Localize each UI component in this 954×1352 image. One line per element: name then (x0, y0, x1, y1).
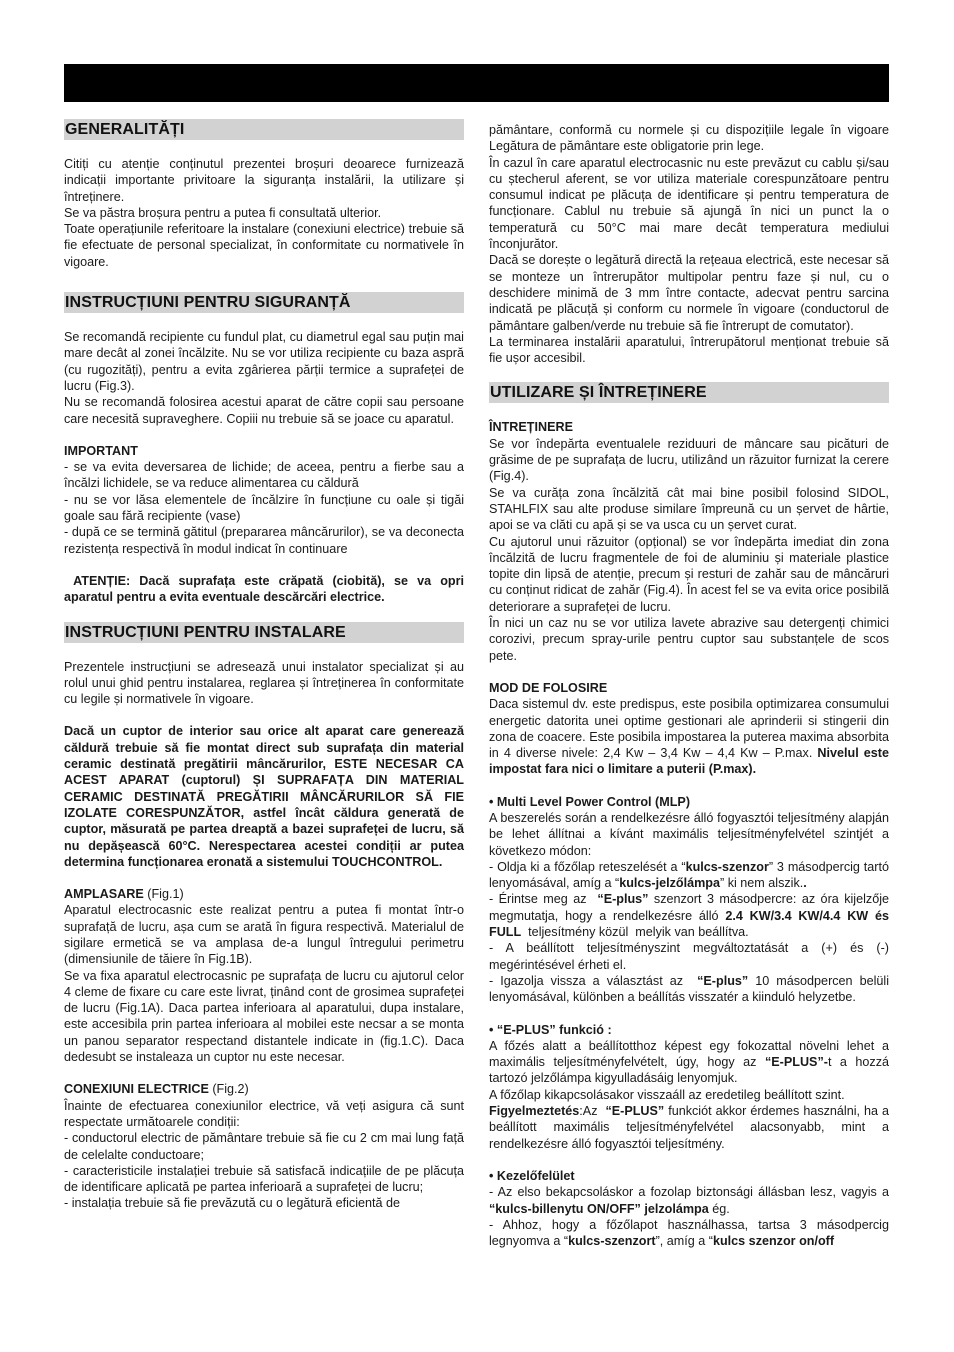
subheading-intretinere: ÎNTREȚINERE (489, 420, 573, 435)
paragraph: pământare, conformă cu normele și cu dispozițiile legale în vigoare Legătura de pământare este obligatorie prin lege. (489, 123, 889, 154)
text: - Érintse meg az (489, 892, 598, 907)
paragraph: Nu se recomandă folosirea acestui aparat de către copii sau persoane care necesită supraveghere. Copiii nu trebuie să se joace cu aparatul. (64, 395, 464, 426)
text: - Ahhoz, hogy a főzőlapot használhassa, tartsa 3 másodpercig legnyomva a “ (489, 1217, 889, 1249)
bold-text: kulcs-szenzor (685, 859, 769, 874)
paragraph: Toate operațiunile referitoare la instalare (conexiuni electrice) trebuie să fie efectuate de personal specializat, în conformitate cu normativele în vigoare. (64, 222, 464, 269)
paragraph: Înainte de efectuarea conexiunilor electrice, vă veți asigura că sunt respectate următoarele condiții: (64, 1098, 464, 1129)
right-column (489, 122, 893, 1249)
list-item: - instalația trebuie să fie prevăzută cu o legătură eficientă de (64, 1196, 401, 1211)
bold-text: “kulcs-billenytu ON/OFF” jelzolámpa (489, 1201, 709, 1216)
section-heading-generalitati: GENERALITĂȚI (64, 119, 464, 140)
paragraph (489, 696, 893, 777)
paragraph: Se va fixa aparatul electrocasnic pe suprafața de lucru cu ajutorul celor 4 cleme de fixare cu care este livrat, ținând cont de grosimea suprafeței de lucru (Fig.1A). Daca partea inferioara al aparatului, dupa instalare, este accesibila prin partea inferioara al mobilei este necsar a se monta un panou separator respectand distantele indicate in (fig.1.C). Daca dedesubt se instaleaza un cuptor nu este necesar. (64, 968, 464, 1065)
bold-text: Figyelmeztetés (489, 1104, 580, 1119)
text: A főzés alatt a beállítotthoz képest egy fokozattal növelni lehet a maximális teljesítményfelvételt, úgy, hogy az (489, 1038, 889, 1070)
text: teljesítmény közül melyik van beállítva. (521, 925, 749, 940)
text: 10 másodpercen belüli lenyomásával, különben a beállítás visszatér a kiinduló helyzetbe. (489, 973, 893, 1005)
paragraph: Se recomandă recipiente cu fundul plat, cu diametrul egal sau puțin mai mare decât al zonei încălzite. Nu se vor utiliza recipiente cu baza aspră (cu rugozități), pentru a evita zgârierea părții termice a suprafeței de lucru (Fig.3). (64, 330, 464, 393)
text: - Az elso bekapcsoláskor a fozolap biztonsági állásban lesz, vagyis a (489, 1185, 889, 1200)
text: ” 3 másodpercig tartó lenyomásával, amíg a “ (489, 859, 889, 891)
subheading-conexiuni: CONEXIUNI ELECTRICE (64, 1082, 209, 1097)
list-item: - după ce se termină gătitul (prepararea mâncărurilor), se va deconecta rezistența respectivă în modul indicat în continuare (64, 525, 464, 556)
text: t a hozzá tartozó jelzőlámpa kigyulladásáig lenyomjuk. (489, 1055, 890, 1086)
bold-text: kulcs-jelzőlámpa (619, 876, 720, 891)
paragraph (489, 1038, 889, 1087)
header-bar (64, 64, 889, 102)
paragraph: În nici un caz nu se vor utiliza lavete abrazive sau detergenți chimici corozivi, precum spray-urile pentru cuptor sau substanțele de scos pete. (489, 616, 889, 663)
list-item: - caracteristicile instalației trebuie să satisfacă indicațiile de pe plăcuța de identificare aplicată pe partea inferioară a suprafeței de lucru; (64, 1163, 464, 1195)
bold-text: “E-plus” (597, 892, 649, 907)
text: funkciót akkor érdemes használni, ha a beállított maximális teljesítményfelvétel alacsonyabb, mint a rendelkezésre álló fogyasztói teljesítmény. (489, 1104, 893, 1151)
text: szenzort 3 másodpercre: az óra kijelzője megmutatja, hogy a rendelkezésre álló (489, 892, 893, 923)
text: :Az (579, 1104, 606, 1119)
subheading-mod-de-folosire: MOD DE FOLOSIRE (489, 680, 608, 695)
text: ” ki nem alszik. (720, 876, 804, 891)
paragraph: Se va păstra broșura pentru a putea fi consultată ulterior. (64, 205, 382, 220)
section-heading-utilizare: UTILIZARE ȘI ÎNTREȚINERE (489, 382, 889, 403)
text: - Oldja ki a főzőlap reteszelését a “ (489, 859, 686, 874)
list-item (489, 1217, 889, 1250)
paragraph: Dacă se dorește o legătură directă la rețeaua electrică, este necesar să se monteze un întrerupător multipolar pentru faze și nul, cu o deschidere minimă de 3 mm între contacte, adecvat pentru sarcina indicată pe plăcuță și conform cu normele în vigoare (conductorul de pământare galben/verde nu trebuie să fie întrerupt de comutator). (489, 253, 889, 333)
fig-ref: (Fig.2) (208, 1082, 249, 1097)
text: ég. (708, 1201, 730, 1216)
list-item (489, 859, 889, 892)
paragraph: A beszerelés során a rendelkezésre álló fogyasztói teljesítmény alapján be lehet állítnai a kívánt maximális teljesítményfelvétel szintjét a következo módon: (489, 810, 889, 858)
text: - Igazolja vissza a választást az (489, 973, 698, 988)
section-heading-instalare: INSTRUCȚIUNI PENTRU INSTALARE (64, 622, 464, 643)
bold-text: . (803, 876, 807, 891)
bold-text: “E-PLUS”- (764, 1055, 828, 1070)
subheading-important: IMPORTANT (64, 443, 138, 458)
list-item: - conductorul electric de pământare trebuie să fie cu 2 cm mai lung față de celelalte conductoare; (64, 1131, 464, 1162)
paragraph: Se vor îndepărta eventualele reziduuri de mâncare sau picături de grăsime de pe suprafața de lucru, utilizând un răzuitor furnizat la cerere (Fig.4). (489, 436, 889, 484)
bold-text: kulcs-szenzort (568, 1234, 656, 1249)
bold-text: 2.4 KW/3.4 KW/4.4 KW és FULL (489, 908, 893, 940)
fig-ref: (Fig.1) (143, 887, 184, 902)
paragraph: La terminarea instalării aparatului, întrerupătorul menționat trebuie să fie ușor accesibil. (489, 334, 889, 366)
subheading-mlp: • Multi Level Power Control (MLP) (489, 794, 691, 809)
list-item (489, 973, 893, 1006)
paragraph: Prezentele instrucțiuni se adresează unui instalator specializat și au rolul unui ghid pentru instalarea, reglarea și întreținerea în conformitate cu legile și normativele în vigoare. (64, 659, 464, 707)
bold-text: “E-PLUS” (605, 1104, 665, 1119)
paragraph: A főzőlap kikapcsolásakor visszaáll az eredetileg beállított szint. (489, 1087, 845, 1102)
list-item (489, 891, 893, 940)
paragraph: Citiți cu atenție conținutul prezentei broșuri deoarece furnizează indicații importante privitoare la siguranța instalării, la utilizare și întreținere. (64, 157, 464, 204)
bold-text: kulcs szenzor on/off (712, 1234, 835, 1249)
left-column (64, 119, 468, 1212)
bold-text: “E-plus” (697, 973, 749, 988)
section-heading-siguranta: INSTRUCȚIUNI PENTRU SIGURANȚĂ (64, 292, 464, 313)
paragraph: Cu ajutorul unui răzuitor (opțional) se vor îndepărta imediat din zona încălzită de lucru fragmentele de foi de aluminiu și materiale plastice topite din lipsă de atenție, precum și resturi de zahăr sau de mâncăruri cu conținut ridicat de zahăr (Fig.4). În acest fel se va evita orice posibilă deteriorare a suprafeței de lucru. (489, 534, 889, 614)
bold-text: Nivelul este impostat fara nici o limitare a puterii (P.max). (489, 746, 889, 777)
list-item: - nu se vor lăsa elementele de încălzire în funcțiune cu oale și tigăi goale sau fără recipiente (vase) (64, 492, 464, 524)
paragraph: Se va curăța zona încălzită cât mai bine posibil folosind SIDOL, STAHLFIX sau alte produse similare împreună cu un șervet de hârtie, apoi se va clăti cu apă și se va usca cu un șervet curat. (489, 485, 889, 533)
warning-note: ATENȚIE: Dacă suprafața este crăpată (ciobită), se va opri aparatul pentru a evita eventuale descărcări electrice. (64, 573, 468, 605)
paragraph (489, 1103, 893, 1152)
subheading-kezelofelulet: • Kezelőfelület (489, 1168, 575, 1183)
bold-paragraph: Dacă un cuptor de interior sau orice alt aparat care generează căldură trebuie să fie montat direct sub suprafața din material ceramic destinată pregătirii mâncărurilor, ESTE NECESAR CA ACEST APARAT (cuptorul) ȘI SUPRAFAȚA DIN MATERIAL CERAMIC DESTINATĂ PREGĂTIRII MÂNCĂRURILOR SĂ FIE IZOLATE CORESPUNZĂTOR, astfel încât căldura generată de cuptor, măsurată pe partea dreaptă a bazei suprafeței de lucru, să nu depășească 60°C. Nerespectarea acestei condiții ar putea determina funcționarea eronată a sistemului TOUCHCONTROL. (64, 724, 464, 869)
paragraph: În cazul în care aparatul electrocasnic nu este prevăzut cu cablu și/sau cu ștecherul aferent, se vor utiliza materiale corespunzătoare pentru consumul indicat pe plăcuța de identificare și pentru temperatura de funcționare. Cablul nu trebuie să ajungă în nici un punct la o temperatură cu 50°C mai mare decât temperatura mediului înconjurător. (489, 155, 889, 252)
subheading-amplasare: AMPLASARE (64, 887, 144, 902)
subheading-e-plus: • “E-PLUS” funkció : (489, 1022, 612, 1037)
list-item: - se va evita deversarea de lichide; de aceea, pentru a fierbe sau a încălzi lichidele, se va reduce alimentarea cu căldură (64, 460, 464, 491)
paragraph: Aparatul electrocasnic este realizat pentru a putea fi montat într-o suprafață de lucru, așa cum se arată în figura respectivă. Materialul de sigilare ermetică se va amplasa de-a lungul întregului perimetru (dimensiunile de tăiere în Fig.1B). (64, 903, 464, 967)
list-item: - A beállított teljesítményszint megváltoztatását a (+) és (-) megérintésével érheti el. (489, 941, 889, 972)
list-item (489, 1184, 889, 1217)
text: Daca sistemul dv. este predispus, este posibila optimizarea consumului energetic datorita unei optime gestionari ale aprinderii si stingerii din zona de coacere. Este posibila impostarea la puterea maxima absorbita in 4 diverse nivele: 2,4 Kw – 3,4 Kw – 4,4 Kw – P.max. (489, 697, 893, 761)
text: ”, amíg a “ (655, 1234, 713, 1249)
